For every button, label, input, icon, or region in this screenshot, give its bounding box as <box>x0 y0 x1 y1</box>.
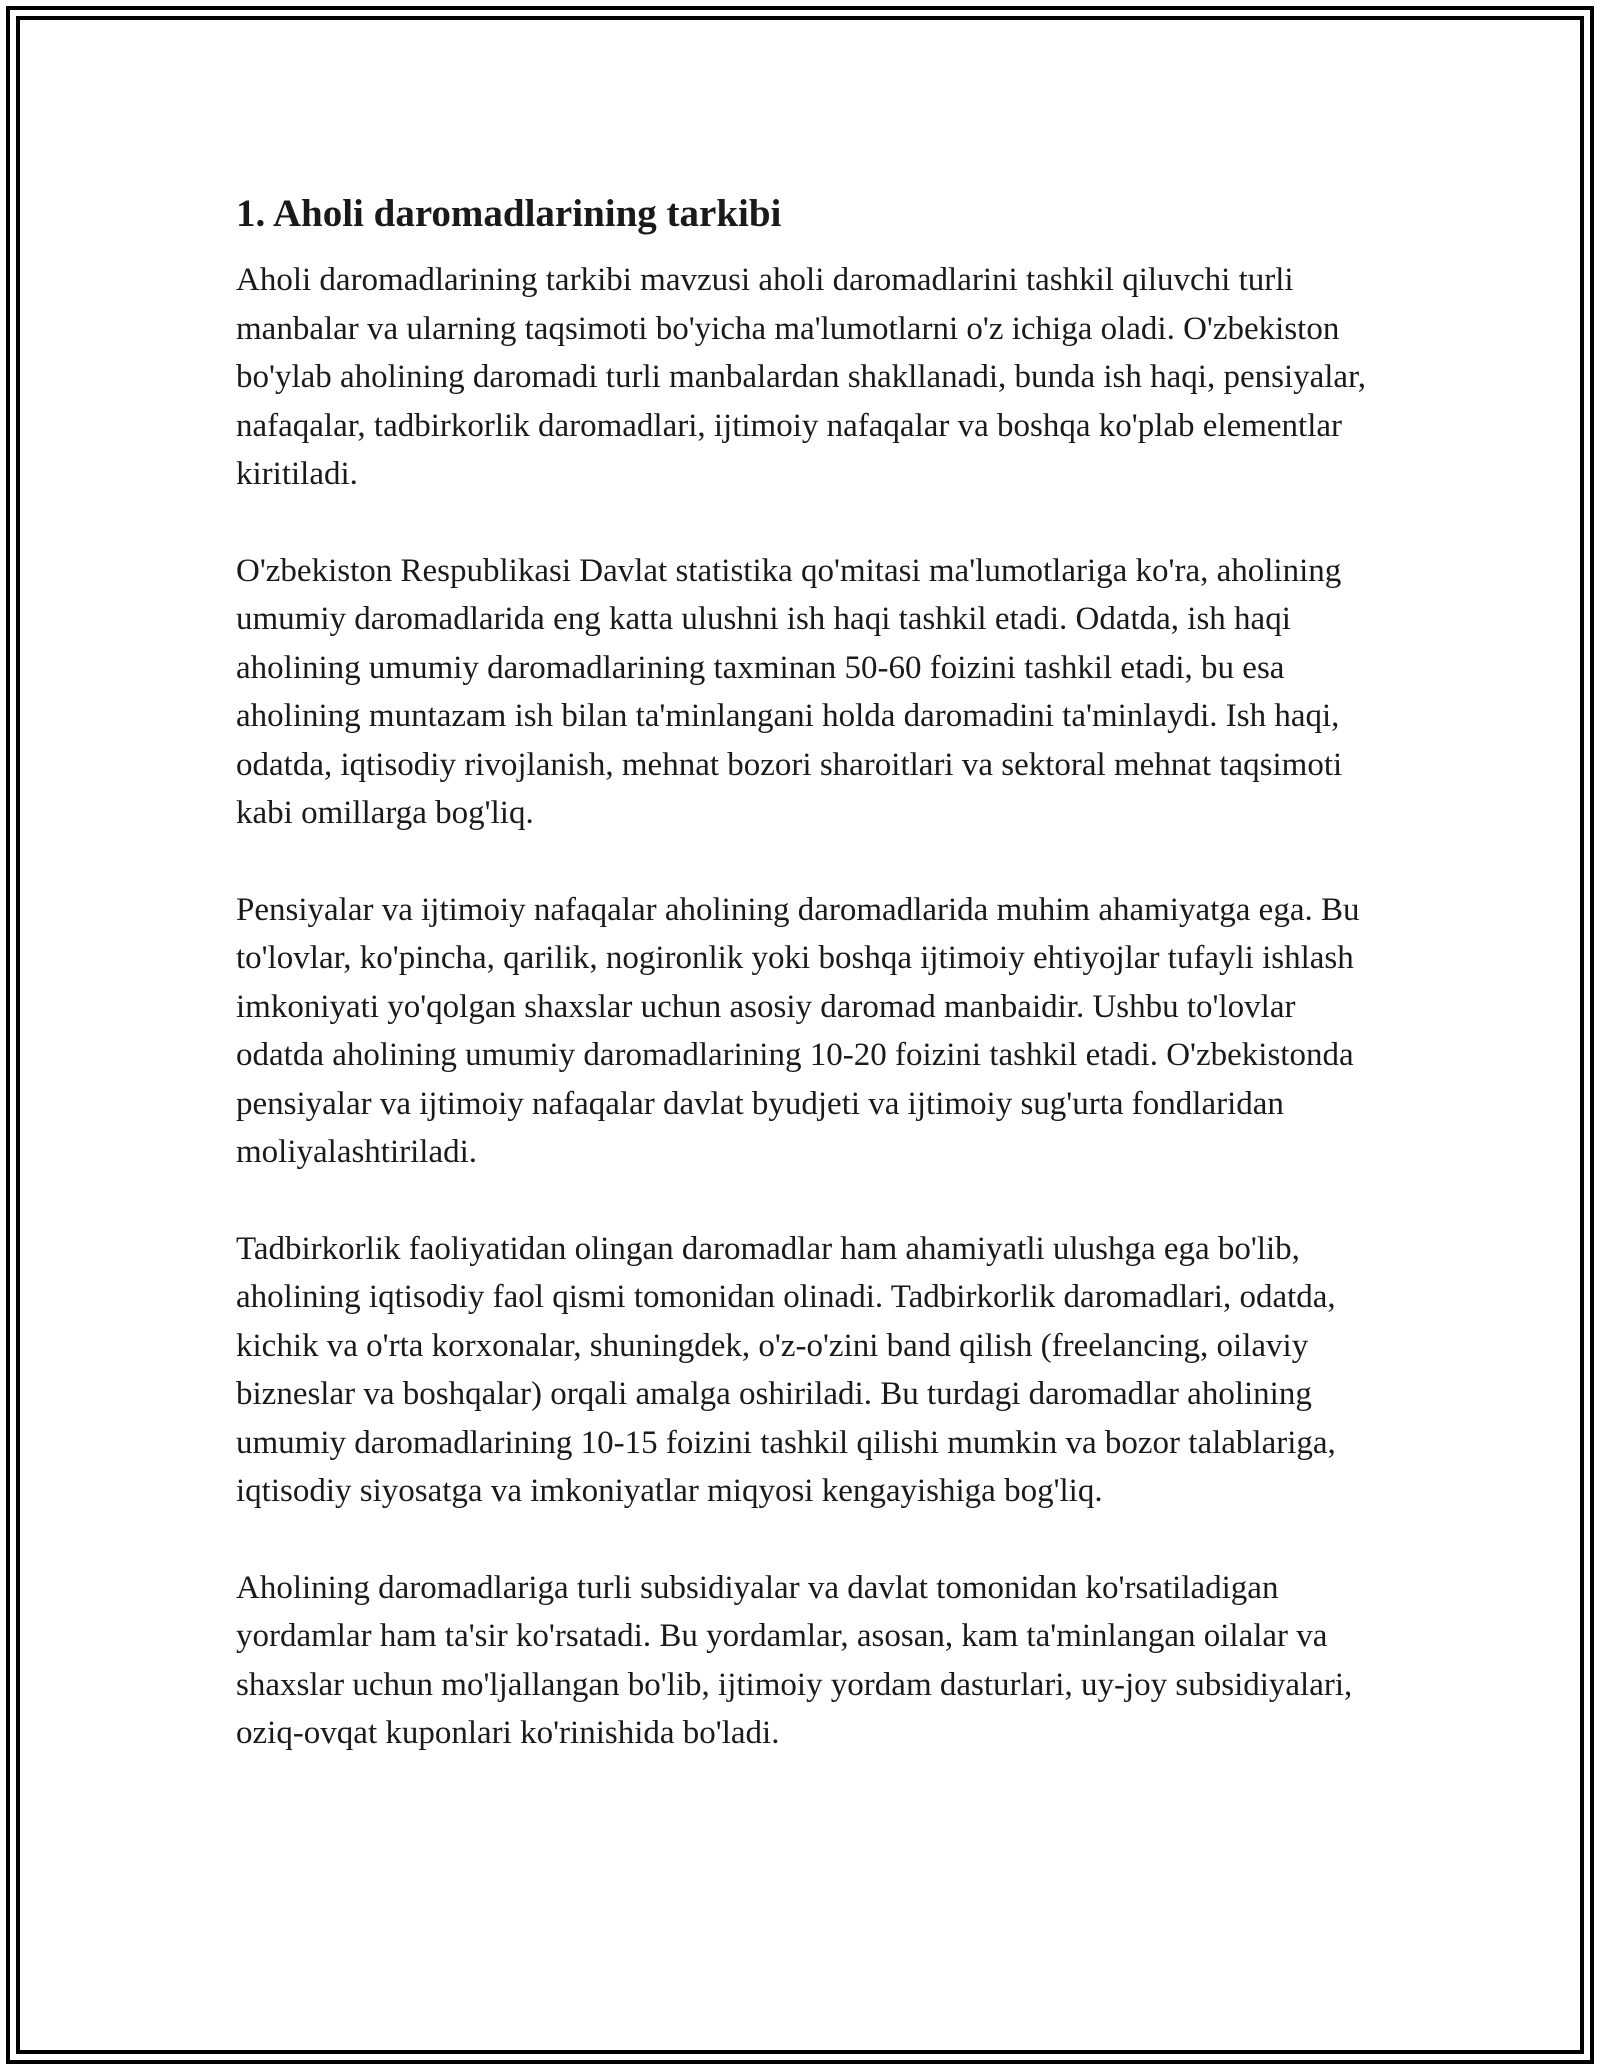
paragraph-entrepreneurship: Tadbirkorlik faoliyatidan olingan daromadlar ham ahamiyatli ulushga ega bo'lib, aholining iqtisodiy faol qismi tomonidan olinadi. Tadbirkorlik daromadlari, odatda, kichik va o'rta korxonalar, shuningdek, o'z-o'zini band qilish (freelancing, oilaviy bizneslar va boshqalar) orqali amalga oshiriladi. Bu turdagi daromadlar aholining umumiy daromadlarining 10-15 foizini tashkil qilishi mumkin va bozor talablariga, iqtisodiy siyosatga va imkoniyatlar miqyosi kengayishiga bog'liq. <box>236 1230 1336 1509</box>
paragraph-subsidies: Aholining daromadlariga turli subsidiyalar va davlat tomonidan ko'rsatiladigan yordamlar ham ta'sir ko'rsatadi. Bu yordamlar, asosan, kam ta'minlangan oilalar va shaxslar uchun mo'ljallangan bo'lib, ijtimoiy yordam dasturlari, uy-joy subsidiyalari, oziq-ovqat kuponlari ko'rinishida bo'ladi. <box>236 1569 1353 1751</box>
paragraph-wages: O'zbekiston Respublikasi Davlat statistika qo'mitasi ma'lumotlariga ko'ra, aholining umumiy daromadlarida eng katta ulushni ish haqi tashkil etadi. Odatda, ish haqi aholining umumiy daromadlarining taxminan 50-60 foizini tashkil etadi, bu esa aholining muntazam ish bilan ta'minlangani holda daromadini ta'minlaydi. Ish haqi, odatda, iqtisodiy rivojlanish, mehnat bozori sharoitlari va sektoral mehnat taqsimoti kabi omillarga bog'liq. <box>236 552 1343 831</box>
section-title: 1. Aholi daromadlarining tarkibi <box>236 192 782 235</box>
paragraph-intro: Aholi daromadlarining tarkibi mavzusi aholi daromadlarini tashkil qiluvchi turli manbalar va ularning taqsimoti bo'yicha ma'lumotlarni o'z ichiga oladi. O'zbekiston bo'ylab aholining daromadi turli manbalardan shakllanadi, bunda ish haqi, pensiyalar, nafaqalar, tadbirkorlik daromadlari, ijtimoiy nafaqalar va boshqa ko'plab elementlar kiritiladi. <box>236 262 1366 492</box>
paragraph-pensions: Pensiyalar va ijtimoiy nafaqalar aholining daromadlarida muhim ahamiyatga ega. Bu to'lovlar, ko'pincha, qarilik, nogironlik yoki boshqa ijtimoiy ehtiyojlar tufayli ishlash imkoniyati yo'qolgan shaxslar uchun asosiy daromad manbaidir. Ushbu to'lovlar odatda aholining umumiy daromadlarining 10-20 foizini tashkil etadi. O'zbekistonda pensiyalar va ijtimoiy nafaqalar davlat byudjeti va ijtimoiy sug'urta fondlaridan moliyalashtiriladi. <box>236 891 1360 1170</box>
document-body <box>236 186 1376 1806</box>
